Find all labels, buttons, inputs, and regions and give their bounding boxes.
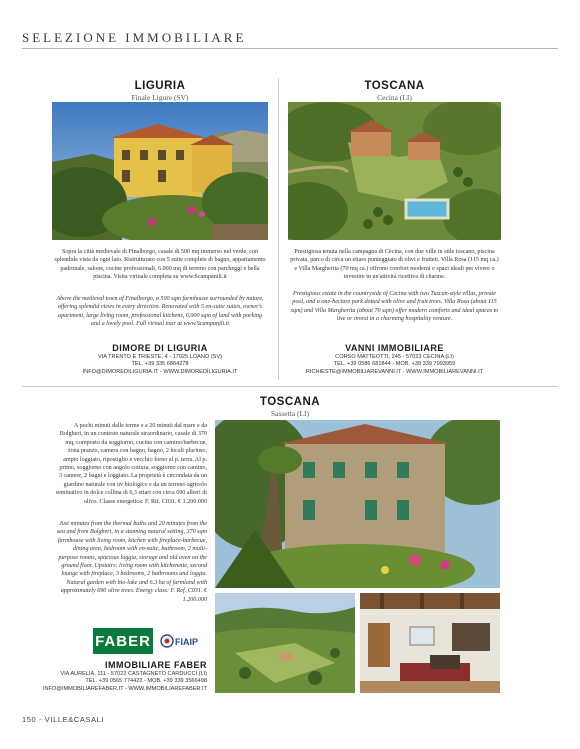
header-rule xyxy=(22,48,558,49)
liguria-contact xyxy=(52,354,268,376)
cecina-phone: TEL. +39 0586 681844 - MOB. +39 339 7993959 xyxy=(333,361,456,368)
cecina-town: Cecina (LI) xyxy=(377,93,412,102)
faber-logo: FABER xyxy=(93,628,153,654)
liguria-region: LIGURIA xyxy=(134,80,186,92)
liguria-photo xyxy=(52,102,268,240)
section-title: SELEZIONE IMMOBILIARE xyxy=(22,30,247,45)
sassetta-photo-aerial xyxy=(215,593,355,693)
cecina-photo xyxy=(288,102,501,240)
column-divider xyxy=(278,78,279,380)
section-divider xyxy=(22,386,558,387)
sassetta-region: TOSCANA xyxy=(259,396,321,408)
liguria-town: Finale Ligure (SV) xyxy=(131,93,189,102)
fiaip-logo-text: FIAIP xyxy=(175,637,199,647)
cecina-description-en: Prestigious estate in the countryside of Cecina with two Tuscan-style villas, private pool, and a one-hectare park dotted with olive and fruit trees. Villa Rosa (about 115 sqm) and Villa Margherita (about 70 sqm) offer modern comforts and ideal spaces to live or invest in a charming hospitality venture. xyxy=(290,291,499,323)
liguria-phone: TEL. +39 335 6864278 xyxy=(131,361,189,368)
liguria-description-en: Above the medieval town of Finalborgo, a 500 sqm farmhouse surrounded by nature, offering splendid views in every direction. Renovated with 5 en-suite suites, owner's apartment, large living room, professional kitchens, 6,000 sqm of land with parking and a lovely pool. Full virtual tour at www.Scampanili.it xyxy=(56,296,264,328)
liguria-agency-name: DIMORE DI LIGURIA xyxy=(112,343,208,353)
sassetta-photo-interior xyxy=(360,593,500,693)
cecina-address: CORSO MATTEOTTI, 245 - 57023 CECINA (LI) xyxy=(335,354,454,360)
page-folio: 150 - VILLE&CASALI xyxy=(22,715,105,724)
sassetta-description-it: A pochi minuti dalle terme e a 20 minuti dal mare e da Bolgheri, in un contesto naturale straordinario, casale di 370 mq, composto da soggiorno, cucina con camino/barbecue, zona pranzo, camera con bagno, bagno, 2 locali pluriuso, ampio loggiato, ripostiglio e vecchio forno al p. terra. Al p. primo, soggiorno con angolo cottura, soggiorno con camino, 3 camere, 2 bagni e loggiato. La proprietà è circondata da un giardino naturale con uv biologico e da un terreno agricolo seminativo in dolce collina di 6,3 ettari con circa 690 alberi di olivo. Classe energetica: F. Rif. C031. € 1.200.000 xyxy=(55,423,207,505)
fiaip-logo xyxy=(160,630,204,652)
cecina-agency-name: VANNI IMMOBILIARE xyxy=(345,343,444,353)
faber-phone: TEL. +39 0565 774422 - MOB. +39 339 3566498 xyxy=(85,678,207,685)
cecina-description-it: Prestigiosa tenuta nella campagna di Cecina, con due ville in stile toscano, piscina privata, parco di circa un ettaro punteggiato di olivi e frutteti. Villa Rosa (115 mq ca.) e Villa Margherita (70 mq ca.) offrono comfort moderni e spazi ideali per vivere o investire in un'attività ricettiva di charme. xyxy=(290,249,499,281)
liguria-web-link[interactable]: INFO@DIMOREDILIGURIA.IT - WWW.DIMOREDILIGURIA.IT xyxy=(82,368,238,375)
cecina-region: TOSCANA xyxy=(364,80,425,92)
faber-contact xyxy=(30,671,207,693)
faber-web-link[interactable]: INFO@IMMOBILIAREFABER.IT - WWW.IMMOBILIAREFABER.IT xyxy=(42,685,207,692)
sassetta-town: Sassetta (LI) xyxy=(270,409,310,418)
cecina-contact xyxy=(288,354,501,376)
faber-address: VIA AURELIA, 111 - 57022 CASTAGNETO CARDUCCI (LI) xyxy=(60,671,207,677)
cecina-web-link[interactable]: RICHIESTE@IMMOBILIAREVANNI.IT - WWW.IMMOBILIAREVANNI.IT xyxy=(305,368,484,375)
sassetta-description-en: Just minutes from the thermal baths and 20 minutes from the sea and from Bolgheri, in a stunning natural setting, 370 sqm farmhouse with living room, kitchen with fireplace-barbecue, dining area, bedroom with en-suite, bathroom, 2 multi-purpose rooms, spacious loggia, storage and old oven on the ground floor. Upstairs: living room with kitchenette, second lounge with fireplace, 3 bedrooms, 2 bathrooms and loggia. Natural garden with bio-lake and 6.3 ha of farmland with approximately 690 olive trees. Energy class: F. Ref. C031. € 1.200.000 xyxy=(56,521,207,603)
faber-agency-name: IMMOBILIARE FABER xyxy=(105,660,207,670)
liguria-address: VIA TRENTO E TRIESTE, 4 - 17025 LOANO (SV) xyxy=(97,354,223,360)
liguria-description-it: Sopra la città medievale di Finalborgo, casale di 500 mq immerso nel verde, con splendida vista da ogni lato. Ristrutturato con 5 suite complete di bagno, appartamento padronale, salone, cucine professionali, 6.000 mq di terreno con parcheggi e bella piscina. Visita virtuale completa su www.Scampanili.it xyxy=(54,249,266,281)
sassetta-photo-main xyxy=(215,420,500,588)
